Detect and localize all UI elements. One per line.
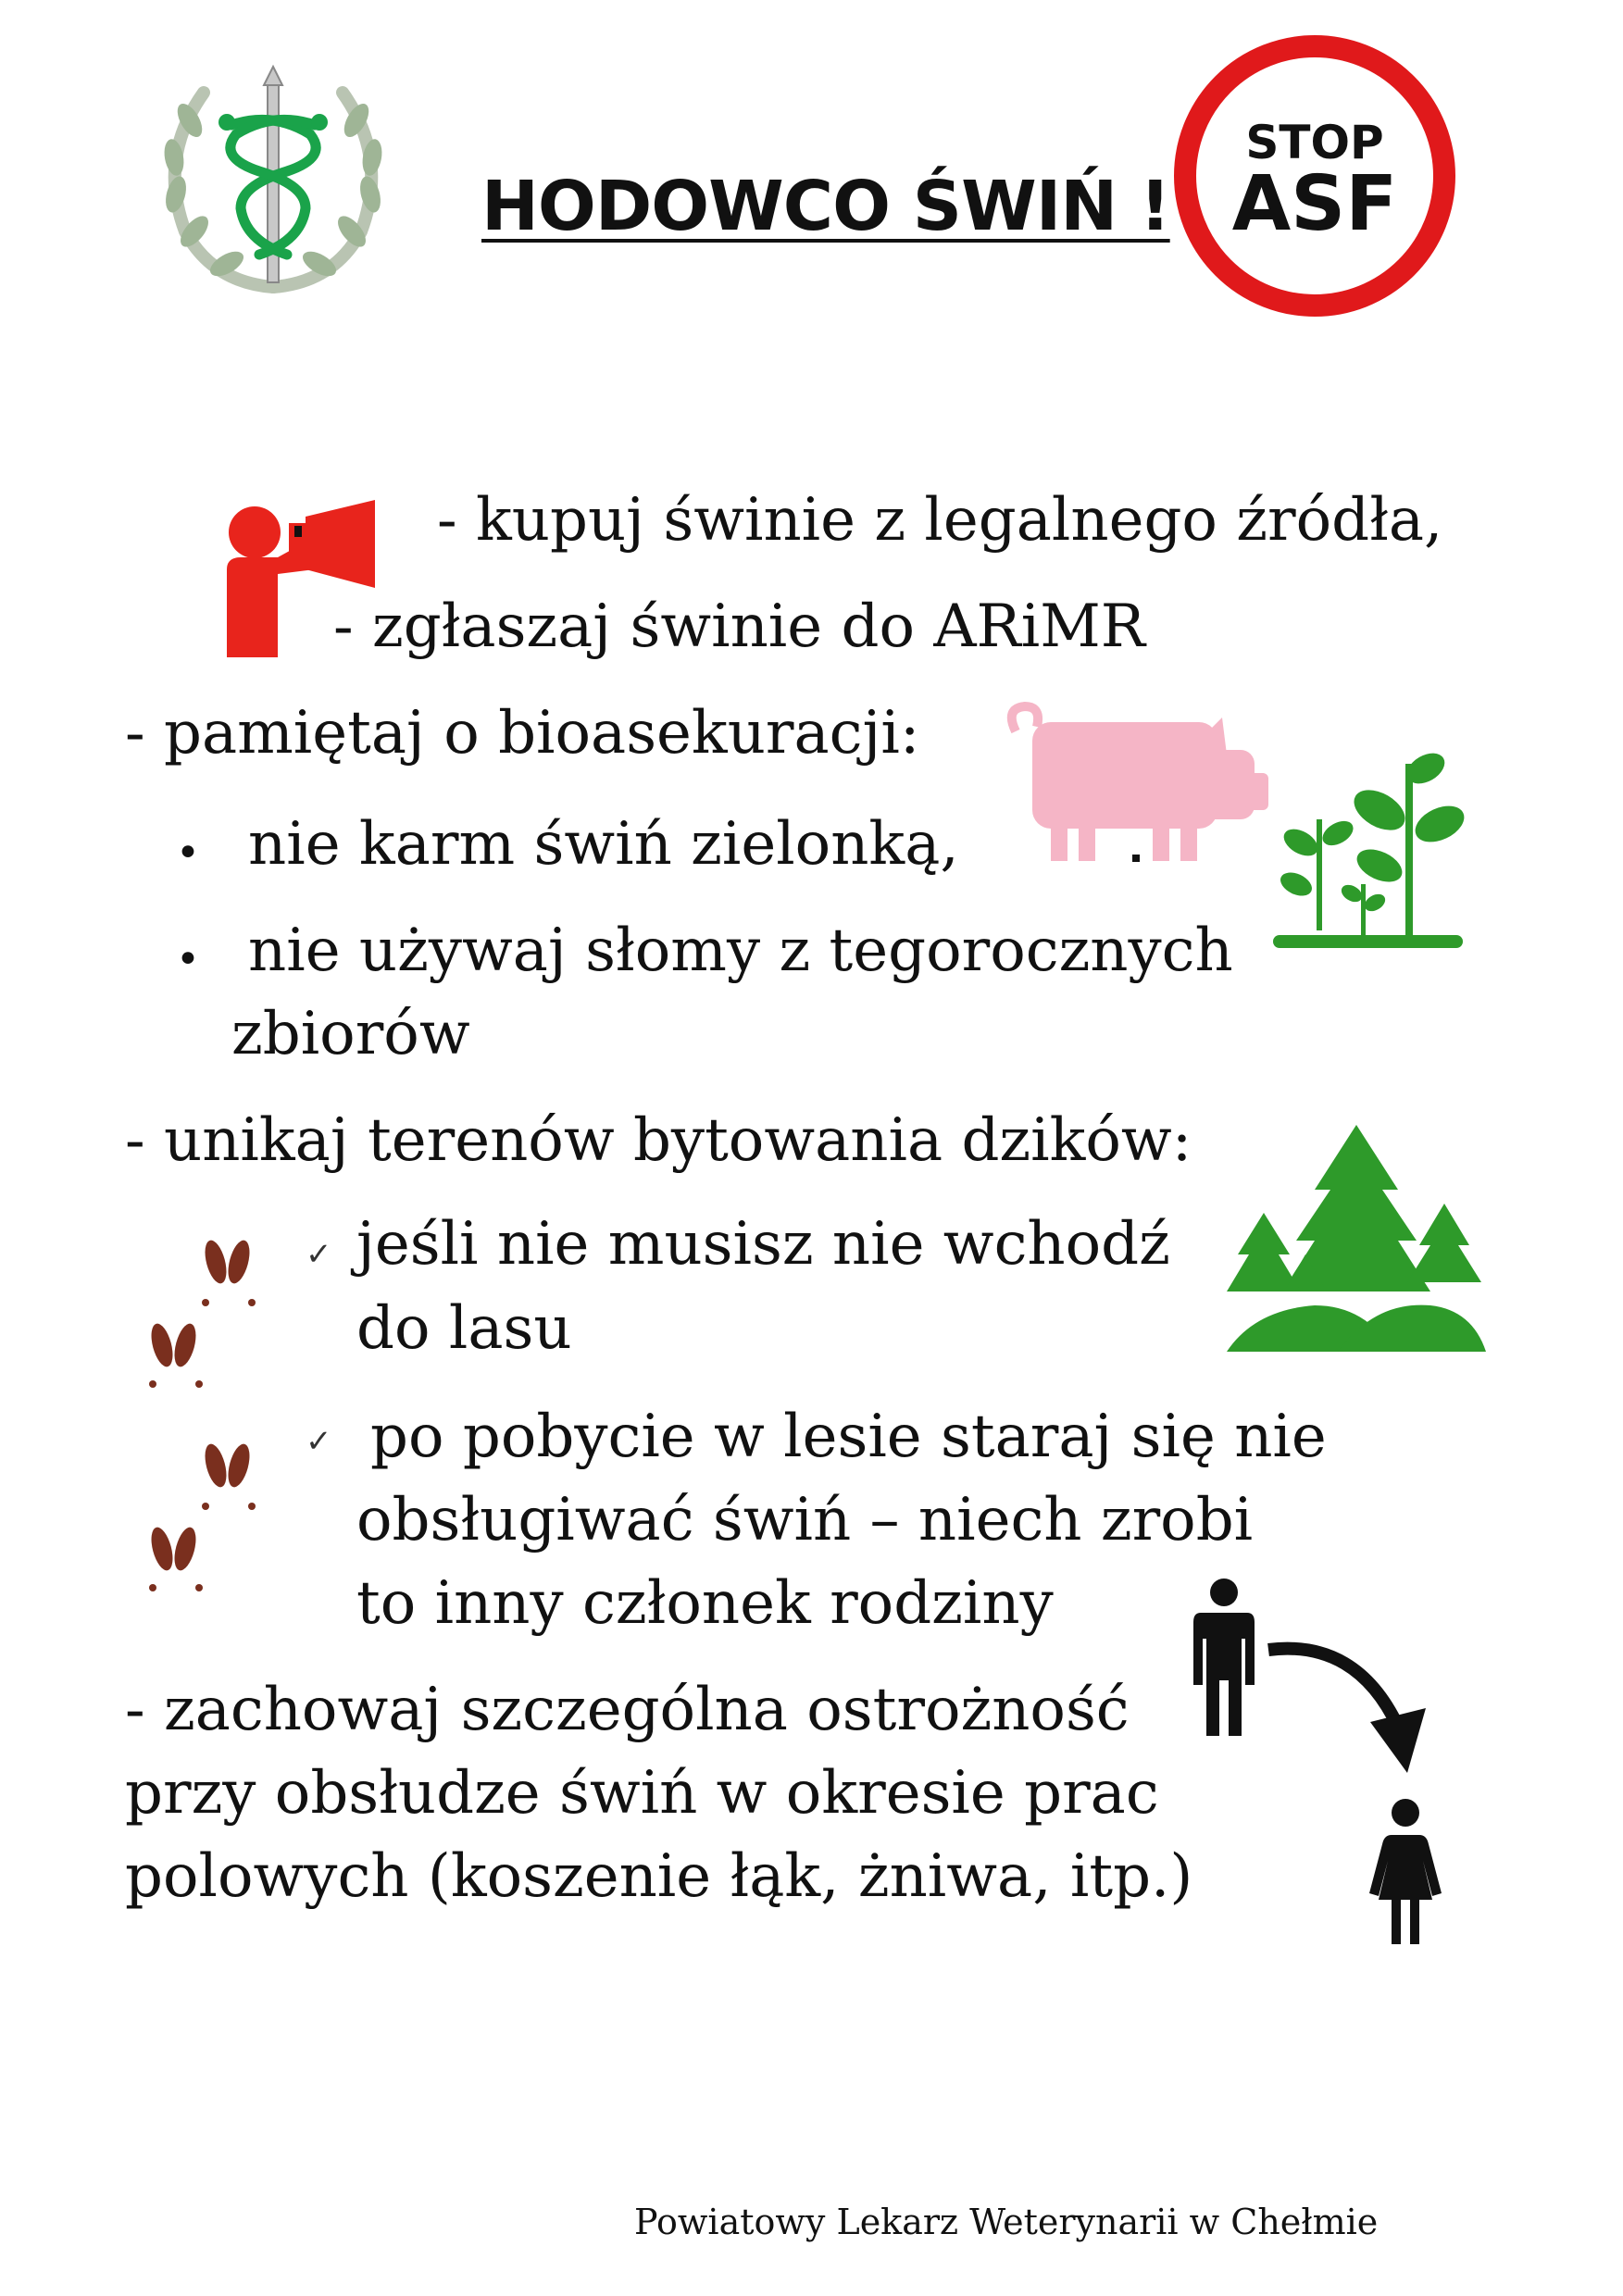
boar-tracks-icon <box>148 1440 268 1597</box>
sub-item-no-green-fodder: nie karm świń zielonką, <box>248 810 959 879</box>
forest-trees-icon <box>1227 1125 1486 1352</box>
item-biosecurity: - pamiętaj o bioasekuracji: <box>125 699 920 767</box>
item-report-arimr: - zgłaszaj świnie do ARiMR <box>333 593 1145 661</box>
item-caution-line2: przy obsłudze świń w okresie prac <box>125 1759 1159 1828</box>
footer-issuer: Powiatowy Lekarz Weterynarii w Chełmie <box>634 2202 1379 2242</box>
check-item-forest-line2: do lasu <box>356 1294 572 1363</box>
stop-sign-line1: STOP <box>1245 116 1384 169</box>
pig-icon <box>1005 699 1268 866</box>
check-item-forest-line1: jeśli nie musisz nie wchodź <box>356 1210 1170 1279</box>
man-to-woman-icon <box>1180 1574 1458 1944</box>
sub-item-no-straw-line1: nie używaj słomy z tegorocznych <box>248 917 1233 985</box>
bullet-dot: • <box>176 936 200 983</box>
page-title: HODOWCO ŚWIŃ ! <box>481 167 1170 246</box>
check-mark: ✓ <box>306 1423 332 1460</box>
check-item-after-forest-line1: po pobycie w lesie staraj się nie <box>370 1403 1327 1471</box>
plants-icon <box>1268 745 1467 954</box>
veterinary-caduceus-emblem-icon <box>139 56 407 306</box>
boar-tracks-icon <box>148 1236 268 1393</box>
check-item-after-forest-line3: to inny członek rodziny <box>356 1569 1054 1638</box>
check-item-after-forest-line2: obsługiwać świń – niech zrobi <box>356 1486 1254 1554</box>
stop-sign-line2: ASF <box>1231 160 1398 248</box>
stop-asf-sign <box>1171 32 1458 319</box>
sub-item-no-straw-line2: zbiorów <box>231 1000 470 1068</box>
item-avoid-boar-areas: - unikaj terenów bytowania dzików: <box>125 1106 1192 1175</box>
bullet-dot: • <box>176 830 200 877</box>
item-caution-line1: - zachowaj szczególna ostrożność <box>125 1676 1130 1744</box>
item-caution-line3: polowych (koszenie łąk, żniwa, itp.) <box>125 1842 1193 1911</box>
item-buy-legal: - kupuj świnie z legalnego źródła, <box>437 486 1443 555</box>
check-mark: ✓ <box>306 1236 332 1273</box>
